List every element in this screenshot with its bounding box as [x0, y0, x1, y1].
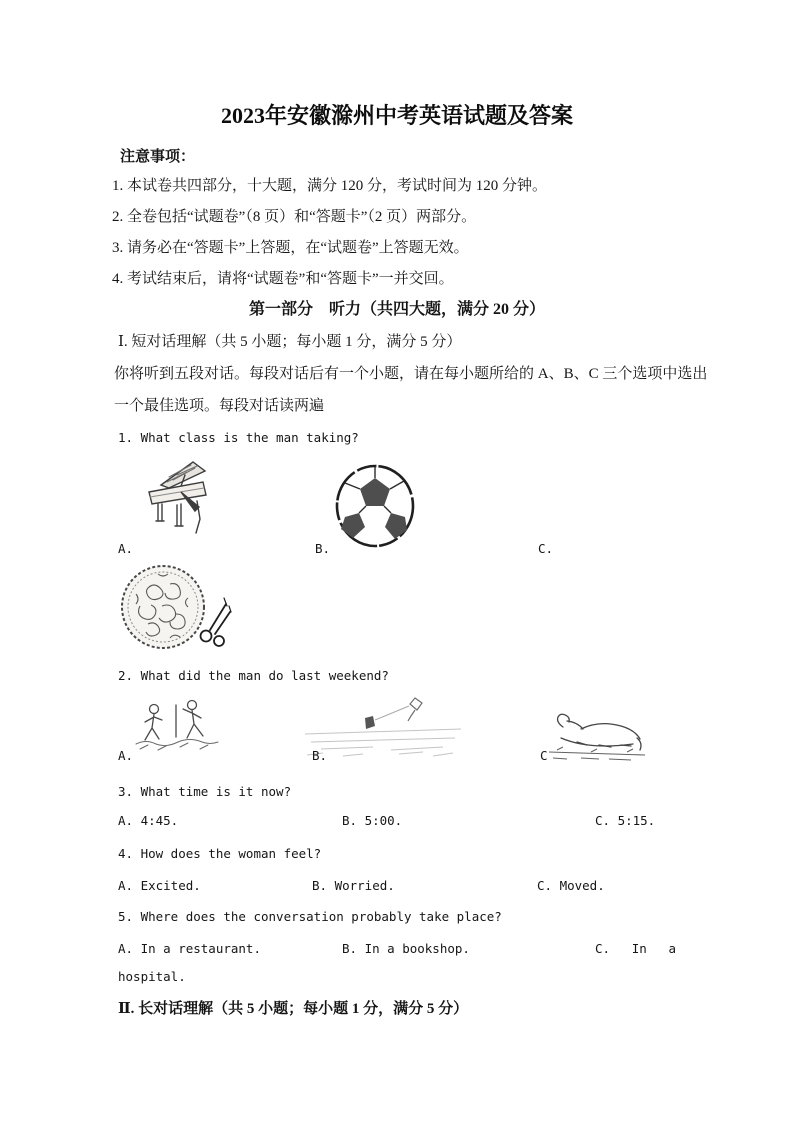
q1-label-a: A.: [118, 541, 134, 556]
notice-heading: 注意事项：: [120, 149, 196, 165]
notice-item-2: 2. 全卷包括“试题卷”（8 页）和“答题卡”（2 页）两部分。: [112, 209, 477, 225]
section1-intro-line1: 你将听到五段对话。每段对话后有一个小题，请在每小题所给的 A、B、C 三个选项中选出: [114, 366, 708, 382]
notice-item-1: 1. 本试卷共四部分，十大题，满分 120 分，考试时间为 120 分钟。: [112, 178, 548, 194]
section1-intro-line2: 一个最佳选项。每段对话读两遍: [114, 398, 325, 414]
piano-image: [137, 451, 215, 541]
section2-heading: Ⅱ. 长对话理解（共 5 小题；每小题 1 分，满分 5 分）: [118, 1001, 469, 1017]
q5-option-b: B. In a bookshop.: [342, 941, 470, 956]
football-image: [332, 464, 420, 548]
horse-image: [547, 710, 649, 762]
q5-option-a: A. In a restaurant.: [118, 941, 261, 956]
q2-label-c: C: [540, 748, 548, 763]
question-5-text: 5. Where does the conversation probably take place?: [118, 909, 502, 924]
q4-option-c: C. Moved.: [537, 878, 605, 893]
q2-label-a: A.: [118, 748, 134, 763]
section1-heading: Ⅰ. 短对话理解（共 5 小题；每小题 1 分，满分 5 分）: [118, 334, 462, 350]
kite-flying-image: [303, 694, 465, 762]
question-1-text: 1. What class is the man taking?: [118, 430, 359, 445]
notice-item-3: 3. 请务必在“答题卡”上答题，在“试题卷”上答题无效。: [112, 240, 469, 256]
q5-option-c: [595, 941, 676, 957]
children-playing-image: [132, 697, 224, 759]
part1-heading: 第一部分 听力（共四大题，满分 20 分）: [248, 301, 545, 318]
paper-cut-scissors-image: [118, 562, 234, 654]
question-4-text: 4. How does the woman feel?: [118, 846, 322, 861]
notice-item-4: 4. 考试结束后，请将“试题卷”和“答题卡”一并交回。: [112, 271, 454, 287]
q4-option-b: B. Worried.: [312, 878, 395, 893]
q5-option-c-word1: In: [631, 941, 647, 956]
q5-option-c-continuation: hospital.: [118, 969, 186, 984]
q3-option-a: A. 4:45.: [118, 813, 179, 828]
page-title: 2023年安徽滁州中考英语试题及答案: [220, 103, 573, 128]
q5-option-c-letter: C.: [595, 941, 611, 956]
q1-label-c: C.: [538, 541, 554, 556]
q3-option-b: B. 5:00.: [342, 813, 403, 828]
q1-label-b: B.: [315, 541, 331, 556]
q3-option-c: C. 5:15.: [595, 813, 656, 828]
q5-option-c-word2: a: [668, 941, 676, 956]
question-3-text: 3. What time is it now?: [118, 784, 292, 799]
q2-label-b: B.: [312, 748, 328, 763]
question-2-text: 2. What did the man do last weekend?: [118, 668, 389, 683]
q4-option-a: A. Excited.: [118, 878, 201, 893]
